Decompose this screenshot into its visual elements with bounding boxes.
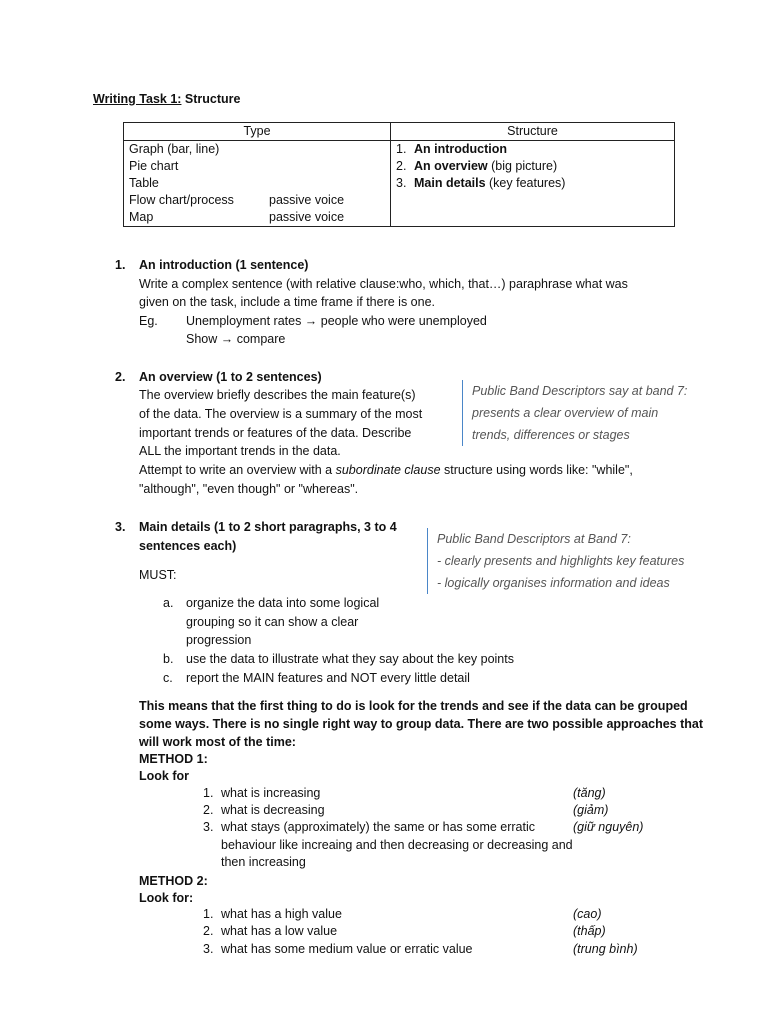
method1-lookfor: Look for xyxy=(139,769,189,783)
item-vi: (cao) xyxy=(573,907,602,921)
item-vi: (giữ nguyên) xyxy=(573,820,644,834)
s2-line1: The overview briefly describes the main feature(s) xyxy=(139,388,416,402)
structure-num: 3. xyxy=(396,176,407,190)
type-item xyxy=(129,158,385,175)
type-name: Flow chart/process xyxy=(129,193,234,207)
s1-eg-label: Eg. xyxy=(139,314,158,328)
method2-label: METHOD 2: xyxy=(139,874,208,888)
s3-a-line2: grouping so it can show a clear xyxy=(186,615,359,629)
callout-line: trends, differences or stages xyxy=(472,428,630,442)
s2-line5b: structure using words like: "while", xyxy=(440,463,633,477)
type-note: passive voice xyxy=(269,193,345,207)
structure-item xyxy=(396,158,669,175)
para-line3: will work most of the time: xyxy=(139,735,296,749)
item-vi: (giảm) xyxy=(573,803,609,817)
method2-item xyxy=(203,906,601,924)
structure-bold: An overview xyxy=(414,159,488,173)
item-num: 2. xyxy=(203,924,214,938)
item-vi: (trung bình) xyxy=(573,942,638,956)
s3-b-letter: b. xyxy=(163,652,174,666)
item-num: 1. xyxy=(203,786,214,800)
callout-line: presents a clear overview of main xyxy=(472,406,659,420)
para-line1: This means that the first thing to do is look for the trends and see if the data can be grouped xyxy=(139,699,688,713)
type-item xyxy=(129,192,385,209)
s2-line5 xyxy=(139,461,633,479)
s2-line2: of the data. The overview is a summary of the most xyxy=(139,407,423,421)
s1-line2: given on the task, include a time frame if there is one. xyxy=(139,295,435,309)
s3-band-descriptor-callout xyxy=(427,528,684,594)
s3-heading1: Main details (1 to 2 short paragraphs, 3 to 4 xyxy=(139,520,397,534)
s3-b-line: use the data to illustrate what they say about the key points xyxy=(186,652,514,666)
type-note: passive voice xyxy=(269,210,345,224)
item-text: what is increasing xyxy=(221,786,321,800)
type-structure-table xyxy=(123,122,675,227)
item-text: what is decreasing xyxy=(221,803,325,817)
method2-item xyxy=(203,923,606,941)
s3-heading2: sentences each) xyxy=(139,539,237,553)
callout-line: - logically organises information and ideas xyxy=(437,576,670,590)
s3-must: MUST: xyxy=(139,568,177,582)
s3-c-line: report the MAIN features and NOT every little detail xyxy=(186,671,470,685)
s2-num: 2. xyxy=(115,370,126,384)
table-header-row xyxy=(124,123,675,141)
item-text: what has a high value xyxy=(221,907,342,921)
type-item xyxy=(129,209,385,226)
s3-num: 3. xyxy=(115,520,126,534)
s1-line1: Write a complex sentence (with relative clause:who, which, that…) paraphrase what was xyxy=(139,277,628,291)
s1-eg2: Show → compare xyxy=(186,332,286,346)
type-cell xyxy=(124,141,391,227)
structure-item xyxy=(396,141,669,158)
s1-heading: An introduction (1 sentence) xyxy=(139,258,309,272)
type-name: Map xyxy=(129,210,154,224)
structure-bold: Main details xyxy=(414,176,486,190)
table-header-type: Type xyxy=(124,123,391,141)
callout-line: Public Band Descriptors at Band 7: xyxy=(437,532,631,546)
page-title xyxy=(93,92,241,106)
s1-num: 1. xyxy=(115,258,126,272)
method1-item xyxy=(203,785,606,803)
table-header-structure: Structure xyxy=(391,123,675,141)
s3-c-letter: c. xyxy=(163,671,173,685)
title-rest: Structure xyxy=(181,92,241,106)
item-num: 2. xyxy=(203,803,214,817)
structure-rest: (big picture) xyxy=(487,159,558,173)
callout-line: - clearly presents and highlights key features xyxy=(437,554,685,568)
type-name: Table xyxy=(129,176,159,190)
item-text: what stays (approximately) the same or has some erratic behaviour like increaing and then decreasing or decreasing and then increasing xyxy=(221,820,573,869)
item-vi: (thấp) xyxy=(573,924,606,938)
s3-a-line3: progression xyxy=(186,633,252,647)
s2-band-descriptor-callout xyxy=(462,380,687,446)
method1-label: METHOD 1: xyxy=(139,752,208,766)
type-name: Pie chart xyxy=(129,159,179,173)
s2-line5-italic: subordinate clause xyxy=(335,463,441,477)
s1-eg1: Unemployment rates → people who were unemployed xyxy=(186,314,487,328)
s2-line4: ALL the important trends in the data. xyxy=(139,444,341,458)
structure-bold: An introduction xyxy=(414,142,508,156)
para-line2: some ways. There is no single right way to group data. There are two possible approaches that xyxy=(139,717,704,731)
s2-line3: important trends or features of the data. Describe xyxy=(139,426,412,440)
method1-item xyxy=(203,819,643,872)
table-body-row xyxy=(124,141,675,227)
s2-line5a: Attempt to write an overview with a xyxy=(139,463,336,477)
item-text: what has some medium value or erratic value xyxy=(221,942,473,956)
method1-item xyxy=(203,802,608,820)
type-item xyxy=(129,141,385,158)
callout-line: Public Band Descriptors say at band 7: xyxy=(472,384,688,398)
item-vi: (tăng) xyxy=(573,786,606,800)
method2-lookfor: Look for: xyxy=(139,891,194,905)
structure-rest: (key features) xyxy=(485,176,566,190)
title-label: Writing Task 1: xyxy=(93,92,182,106)
item-text: what has a low value xyxy=(221,924,338,938)
structure-item xyxy=(396,175,669,192)
type-name: Graph (bar, line) xyxy=(129,142,220,156)
s2-heading: An overview (1 to 2 sentences) xyxy=(139,370,322,384)
structure-num: 2. xyxy=(396,159,407,173)
s2-line6: "although", "even though" or "whereas". xyxy=(139,482,359,496)
s3-a-letter: a. xyxy=(163,596,174,610)
item-num: 3. xyxy=(203,942,214,956)
s3-a-line1: organize the data into some logical xyxy=(186,596,380,610)
type-item xyxy=(129,175,385,192)
structure-num: 1. xyxy=(396,142,407,156)
item-num: 3. xyxy=(203,820,214,834)
item-num: 1. xyxy=(203,907,214,921)
structure-cell xyxy=(391,141,675,227)
method2-item xyxy=(203,941,638,959)
